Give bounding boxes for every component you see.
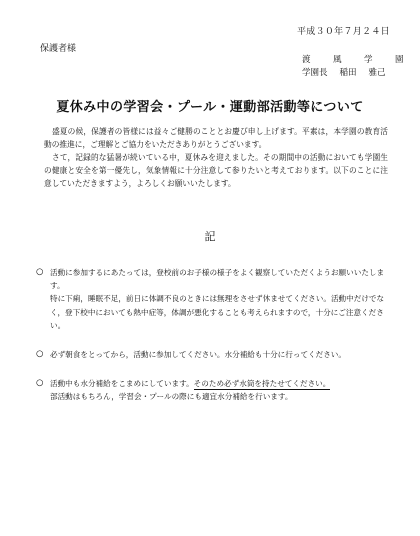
principal-given-name: 雅己 [368, 68, 386, 78]
ki-heading: 記 [204, 230, 216, 243]
document-date: 平成３０年７月２４日 [296, 27, 390, 37]
list-item [36, 348, 388, 361]
sender-block [302, 54, 411, 80]
principal-surname: 稲田 [339, 68, 357, 78]
list-item [36, 266, 388, 332]
document-title: 夏休み中の学習会・プール・運動部活動等について [56, 100, 364, 115]
circle-bullet-icon: ○ [36, 267, 44, 277]
list-item [36, 377, 388, 403]
circle-bullet-icon: ○ [36, 378, 44, 389]
intro-paragraph: 盛夏の候，保護者の皆様には益々ご健勝のこととお慶び申し上げます。平素は，本学園の教育活動の推進に，ご理解とご協力をいただきありがとうございます。 [44, 127, 388, 149]
item-text: 特に下痢，睡眠不足，前日に体調不良のときには無理をさせず休ませてください。活動中だけでなく，登下校中においても熱中症等，体調が悪化することも考えられますので，十分にご注意ください。 [50, 294, 385, 330]
recipient: 保護者様 [40, 44, 77, 54]
underlined-notice: そのため必ず水筒を持たせてください。 [193, 379, 331, 389]
principal-line [302, 67, 411, 80]
circle-bullet-icon: ○ [36, 349, 44, 360]
item-text: 必ず朝食をとってから，活動に参加してください。水分補給も十分に行ってください。 [50, 350, 346, 360]
item-text: 活動中も水分補給をこまめにしています。 [50, 379, 194, 389]
school-name: 渡 風 学 園 [302, 55, 411, 65]
item-text-line [50, 377, 388, 390]
item-text: 活動に参加するにあたっては，登校前のお子様の様子をよく観察していただくようお願いいたします。 [50, 268, 385, 291]
principal-title: 学園長 [302, 68, 328, 78]
intro-section [44, 125, 388, 190]
intro-paragraph: さて，記録的な猛暑が続いている中，夏休みを迎えました。その期間中の活動においても学園生の健康と安全を第一優先し，気象情報に十分注意して参りたいと考えております。以下のことに注意していただきますよう，よろしくお願いいたします。 [44, 153, 388, 188]
item-text: 部活動はもちろん，学習会・プールの際にも適宜水分補給を行います。 [50, 392, 293, 402]
notice-list [36, 266, 388, 420]
